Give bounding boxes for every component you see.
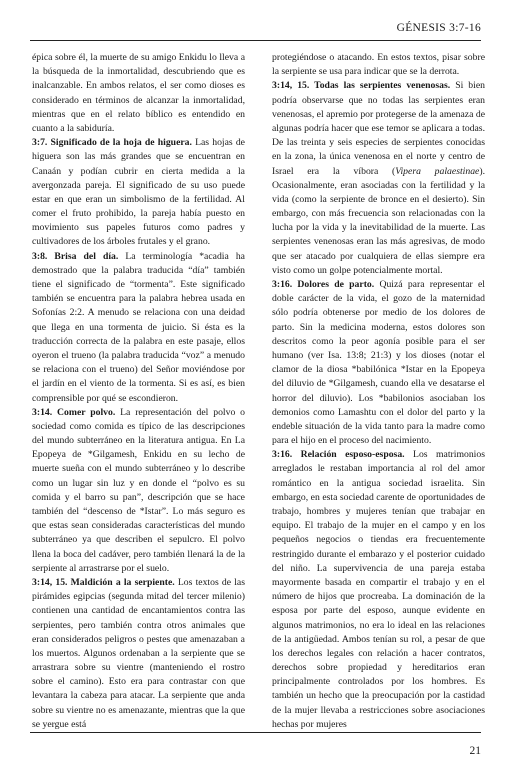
entry-text: Quizá para representar el doble carácter de la vida, el gozo de la maternidad sólo podría obtenerse por medio de los dolores de parto. Sin la medicina moderna, estos dolores son descritos como la peor agonía posible para el ser humano (ver Isa. 13:8; 21:3) y los dioses (notar el clamor de la diosa *babilónica *Istar en la Epopeya del diluvio de *Gilgamesh, cuando ella ve desatarse el horror del diluvio). Los *babilonios asociaban los demonios como Lamashtu con el dolor del parto y la endeble situación de la vida tanto para la madre como para el hijo en el proceso del nacimiento.	[272, 279, 485, 447]
species-name: Vipera palaestinae	[395, 165, 480, 177]
entry-labor-pains	[272, 278, 485, 448]
entry-heading: 3:16. Relación esposo-esposa.	[272, 449, 405, 461]
right-column	[272, 51, 485, 732]
left-column	[32, 51, 245, 732]
paragraph	[272, 51, 485, 79]
entry-text: La terminología *acadia ha demostrado que la palabra traducida “día” también tiene el significado de “tormenta”. Este significado también se encuentra para la palabra hebrea usada en Sofonías 2:2. A menudo se relaciona con una deidad que llega en una tormenta de juicio. Si ésta es la traducción correcta de la palabra en este pasaje, ellos oyeron el trueno (la palabra traducida “voz” a menudo se relaciona con el trueno) del Señor moviéndose por el jardín en el viento de la tormenta. Si es así, es bien comprensible por qué se escondieron.	[32, 250, 245, 404]
entry-heading: 3:14, 15. Maldición a la serpiente.	[32, 576, 175, 588]
entry-venomous-serpents	[272, 79, 485, 278]
entry-text: Los textos de las pirámides egipcias (segunda mitad del tercer milenio) contienen una cantidad de encantamientos contra las serpientes, pero también contra otros animales que eran considerados peligros o pestes que amenazaban a los muertos. Algunos ordenaban a la serpiente que se arrastrara sobre su vientre (manteniendo el rostro sobre el camino). Esto era para contrastar con que levantara la cabeza para atacar. La serpiente que anda sobre su vientre no es amenazante, mientras que la que se yergue está	[32, 576, 245, 730]
entry-heading: 3:8. Brisa del día.	[32, 250, 119, 262]
paragraph-text: protegiéndose o atacando. En estos textos, pisar sobre la serpiente se usa para indicar que se la derrota.	[272, 52, 485, 78]
entry-text: ). Ocasionalmente, eran asociadas con la fertilidad y la vida (como la serpiente de bronce en el desierto). Sin embargo, con más frecuencia son relacionadas con la lucha por la vida y la inevitabilidad de la muerte. Las serpientes venenosas eran las más agresivas, de modo que ser atacado por cualquiera de ellas siempre era visto como un golpe potencialmente mortal.	[272, 165, 485, 276]
entry-text: Si bien podría observarse que no todas las serpientes eran venenosas, el apremio por protegerse de la amenaza de algunas podría hacer que ese temor se aplicara a todas. De las treinta y seis especies de serpientes conocidas en la zona, la única venenosa en el norte y centro de Israel era la víbora (	[272, 80, 485, 177]
entry-text: Las hojas de higuera son las más grandes que se encuentran en Canaán y podían cubrir en cierta medida a la avergonzada pareja. El significado de su uso puede estar en que eran un simbolismo de la fertilidad. Al comer el fruto prohibido, la pareja había puesto en movimiento sus papeles futuros como padres y cultivadores de los árboles frutales y el grano.	[32, 137, 245, 248]
paragraph	[32, 51, 245, 136]
page-number: 21	[469, 745, 481, 757]
entry-fig-leaf	[32, 136, 245, 250]
entry-breeze	[32, 250, 245, 406]
entry-eat-dust	[32, 406, 245, 576]
entry-husband-wife	[272, 448, 485, 732]
entry-heading: 3:14. Comer polvo.	[32, 406, 116, 418]
entry-heading: 3:16. Dolores de parto.	[272, 279, 375, 290]
footer-rule	[30, 732, 481, 733]
entry-serpent-curse	[32, 576, 245, 732]
entry-text: Los matrimonios arreglados le restaban importancia al rol del amor romántico en la antigua sociedad israelita. Sin embargo, en esta sociedad carente de oportunidades de trabajo, hombres y mujeres tenían que trabajar en equipo. El trabajo de la mujer en el campo y en los pequeños negocios o tiendas era frecuentemente restringido durante el embarazo y el posterior cuidado del niño. La supervivencia de una pareja estaba mayormente basada en compartir el trabajo y en el número de hijos que procreaba. La dominación de la esposa por parte del esposo, aunque evidente en algunos matrimonios, no era lo ideal en las relaciones de la antigüedad. Ambos tenían su rol, a pesar de que los derechos legales con relación a hacer contratos, derechos sobre propiedad y hereditarios eran principalmente controlados por los hombres. Es también un hecho que la preocupación por la castidad de la mujer llevaba a restricciones sobre asociaciones hechas por mujeres	[272, 449, 485, 730]
running-head: GÉNESIS 3:7-16	[396, 22, 481, 34]
entry-text: La representación del polvo o sociedad como comida es típico de las descripciones del mundo subterráneo en la literatura antigua. En La Epopeya de *Gilgamesh, Enkidu en su lecho de muerte sueña con el mundo subterráneo y lo describe como un lugar sin luz y en donde el “polvo es su comida y el barro su pan”, descripción que se hace también del “descenso de *Istar”. Lo más seguro es que estas sean consideradas características del mundo subterráneo ya que describen el sepulcro. El polvo llena la boca del cadáver, pero también llenará la de la serpiente al arrastrarse por el suelo.	[32, 406, 245, 574]
paragraph-text: épica sobre él, la muerte de su amigo Enkidu lo lleva a la búsqueda de la inmortalidad, descubriendo que es inalcanzable. En ambos relatos, el ser como dioses es considerado en términos de alcanzar la inmortalidad, mientras que en el relato bíblico es entendido en cuanto a la sabiduría.	[32, 52, 245, 134]
entry-heading: 3:7. Significado de la hoja de higuera.	[32, 137, 192, 149]
header-rule	[30, 40, 481, 41]
entry-heading: 3:14, 15. Todas las serpientes venenosas.	[272, 80, 451, 92]
